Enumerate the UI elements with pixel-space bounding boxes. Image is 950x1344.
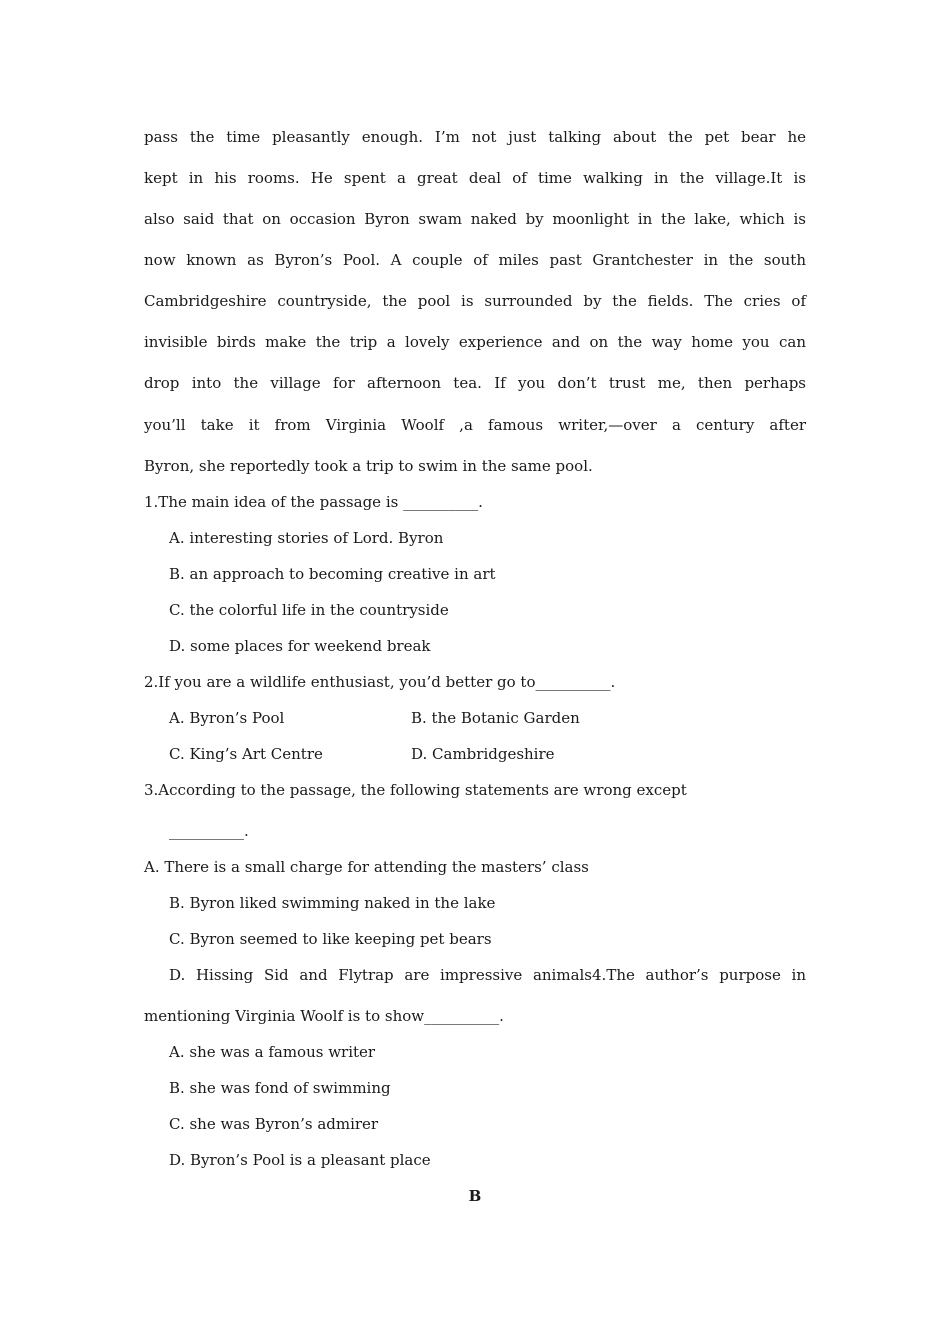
question-1-option-b: B. an approach to becoming creative in art bbox=[169, 565, 496, 583]
question-3-option-a: A. There is a small charge for attending the masters’ class bbox=[144, 858, 589, 876]
passage-line: also said that on occasion Byron swam naked by moonlight in the lake, which is bbox=[144, 210, 806, 228]
question-1-option-a: A. interesting stories of Lord. Byron bbox=[169, 529, 444, 547]
question-4-option-c: C. she was Byron’s admirer bbox=[169, 1115, 379, 1133]
passage-line: invisible birds make the trip a lovely experience and on the way home you can bbox=[144, 333, 806, 351]
question-3-blank: __________. bbox=[169, 822, 249, 840]
section-heading: B bbox=[468, 1187, 482, 1205]
question-4-option-d: D. Byron’s Pool is a pleasant place bbox=[169, 1151, 431, 1169]
question-2-option-d: D. Cambridgeshire bbox=[411, 745, 555, 763]
question-3-stem: 3.According to the passage, the following statements are wrong except bbox=[144, 781, 687, 799]
passage-line: kept in his rooms. He spent a great deal of time walking in the village.It is bbox=[144, 169, 806, 187]
question-4-option-b: B. she was fond of swimming bbox=[169, 1079, 391, 1097]
passage-last-line: Byron, she reportedly took a trip to swim in the same pool. bbox=[144, 457, 593, 475]
passage-line: Cambridgeshire countryside, the pool is surrounded by the fields. The cries of bbox=[144, 292, 806, 310]
question-4-option-a: A. she was a famous writer bbox=[169, 1043, 376, 1061]
question-2-option-b: B. the Botanic Garden bbox=[411, 709, 580, 727]
passage-line: you’ll take it from Virginia Woolf ,a famous writer,—over a century after bbox=[144, 416, 806, 434]
question-3-option-c: C. Byron seemed to like keeping pet bears bbox=[169, 930, 492, 948]
passage-line: now known as Byron’s Pool. A couple of miles past Grantchester in the south bbox=[144, 251, 806, 269]
question-1-option-c: C. the colorful life in the countryside bbox=[169, 601, 449, 619]
passage-line: drop into the village for afternoon tea. If you don’t trust me, then perhaps bbox=[144, 374, 806, 392]
question-3-option-b: B. Byron liked swimming naked in the lake bbox=[169, 894, 496, 912]
question-1-stem: 1.The main idea of the passage is __________. bbox=[144, 493, 483, 511]
question-4-stem: mentioning Virginia Woolf is to show__________. bbox=[144, 1007, 504, 1025]
question-3-option-d: D. Hissing Sid and Flytrap are impressive animals4.The author’s purpose in bbox=[169, 966, 806, 984]
question-1-option-d: D. some places for weekend break bbox=[169, 637, 431, 655]
question-2-option-c: C. King’s Art Centre bbox=[169, 745, 323, 763]
passage-line: pass the time pleasantly enough. I’m not just talking about the pet bear he bbox=[144, 128, 806, 146]
question-2-stem: 2.If you are a wildlife enthusiast, you’d better go to__________. bbox=[144, 673, 616, 691]
question-2-option-a: A. Byron’s Pool bbox=[169, 709, 285, 727]
